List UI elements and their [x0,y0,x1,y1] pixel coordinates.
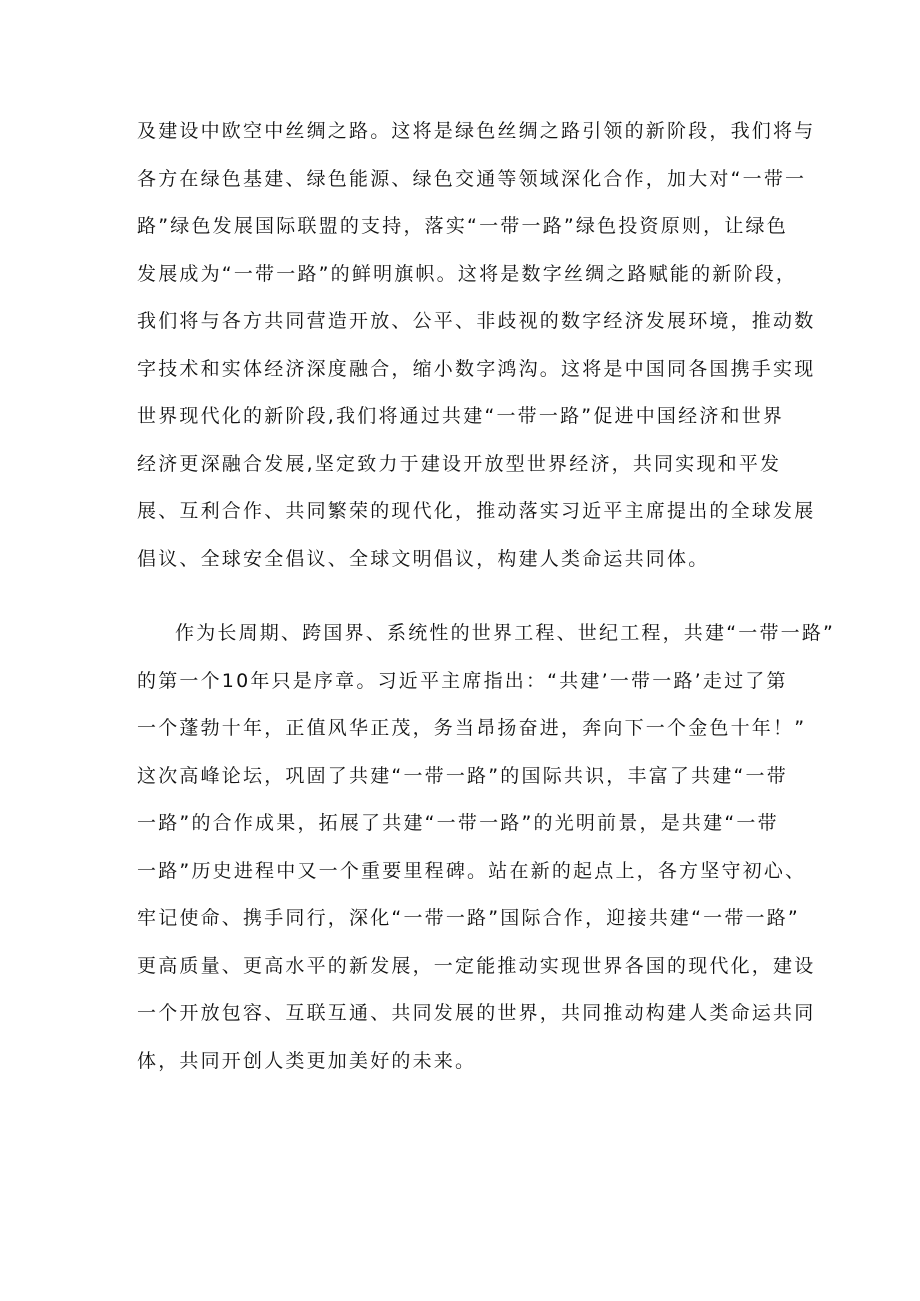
paragraph-line: 更高质量、更高水平的新发展，一定能推动实现世界各国的现代化，建设 [137,954,816,977]
paragraph-line: 牢记使命、携手同行，深化“一带一路”国际合作，迎接共建“一带一路” [137,907,800,929]
paragraph-line: 一个蓬勃十年，正值风华正茂，务当昂扬奋进，奔向下一个金色十年！” [137,717,807,739]
paragraph-line: 我们将与各方共同营造开放、公平、非歧视的数字经济发展环境，推动数 [137,310,816,332]
paragraph-2 [137,610,836,1085]
paragraph-line: 展、互利合作、共同繁荣的现代化，推动落实习近平主席提出的全球发展 [137,500,816,522]
paragraph-1 [137,108,816,583]
paragraph-line: 倡议、全球安全倡议、全球文明倡议，构建人类命运共同体。 [137,547,710,570]
paragraph-line: 及建设中欧空中丝绸之路。这将是绿色丝绸之路引领的新阶段，我们将与 [137,120,816,142]
paragraph-line: 作为长周期、跨国界、系统性的世界工程、世纪工程，共建“一带一路” [175,622,836,644]
paragraph-line: 各方在绿色基建、绿色能源、绿色交通等领域深化合作，加大对“一带一 [137,167,807,190]
paragraph-line: 这次高峰论坛，巩固了共建“一带一路”的国际共识，丰富了共建“一带 [137,764,788,787]
paragraph-line: 经济更深融合发展,坚定致力于建设开放型世界经济，共同实现和平发 [137,452,782,475]
paragraph-line: 一路”的合作成果，拓展了共建“一带一路”的光明前景，是共建“一带 [137,812,779,834]
paragraph-line: 路”绿色发展国际联盟的支持，落实“一带一路”绿色投资原则，让绿色 [137,215,788,237]
paragraph-line: 的第一个10年只是序章。习近平主席指出：“共建’一带一路’走过了第 [137,669,788,692]
paragraph-line: 一路”历史进程中又一个重要里程碑。站在新的起点上，各方坚守初心、 [137,859,807,882]
paragraph-line: 字技术和实体经济深度融合，缩小数字鸿沟。这将是中国同各国携手实现 [137,357,816,380]
paragraph-line: 发展成为“一带一路”的鲜明旗帜。这将是数字丝绸之路赋能的新阶段， [137,262,798,285]
paragraph-line: 体，共同开创人类更加美好的未来。 [137,1049,477,1072]
paragraph-line: 世界现代化的新阶段,我们将通过共建“一带一路”促进中国经济和世界 [137,405,785,427]
paragraph-line: 一个开放包容、互联互通、共同发展的世界，共同推动构建人类命运共同 [137,1002,816,1024]
